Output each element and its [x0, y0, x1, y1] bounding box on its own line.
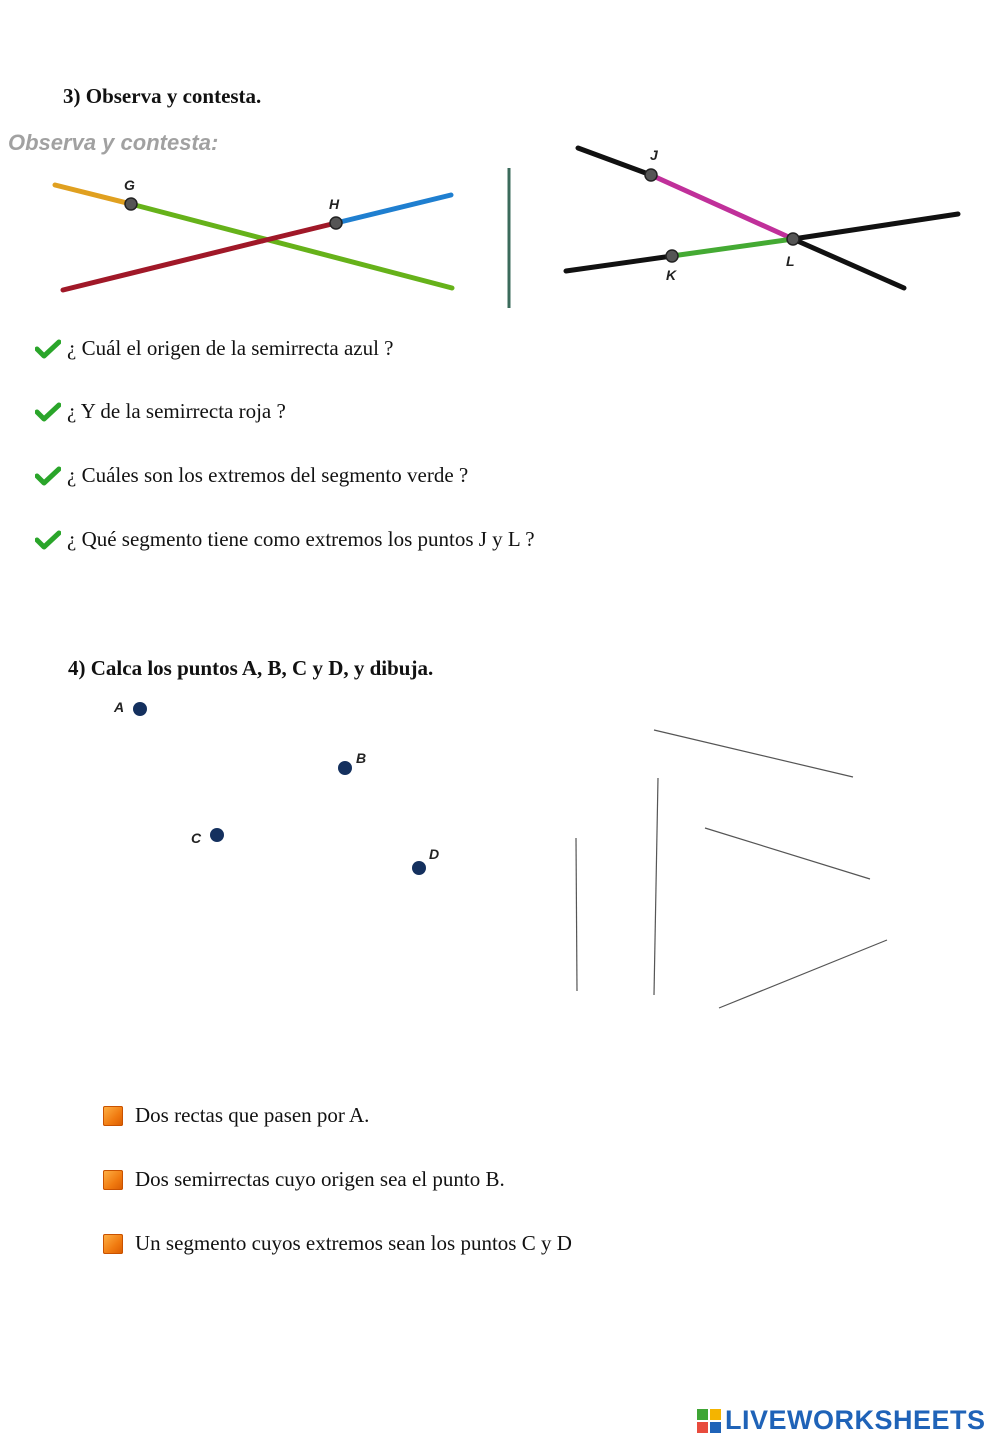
task-2-text: Dos semirrectas cuyo origen sea el punto B. — [135, 1167, 505, 1191]
label-a: A — [114, 699, 125, 715]
question-1-text: ¿ Cuál el origen de la semirrecta azul ? — [67, 336, 394, 360]
check-icon — [35, 466, 61, 486]
black-line-l-down — [793, 239, 904, 288]
question-2-text: ¿ Y de la semirrecta roja ? — [67, 399, 286, 423]
task-2 — [103, 1167, 505, 1192]
question-3 — [35, 463, 468, 488]
point-k — [666, 250, 678, 262]
label-c: C — [191, 830, 202, 846]
question-1 — [35, 336, 394, 361]
points-figure — [0, 690, 480, 890]
check-icon — [35, 402, 61, 422]
task-1 — [103, 1103, 369, 1128]
blue-ray — [336, 195, 451, 223]
question-3-text: ¿ Cuáles son los extremos del segmento verde ? — [67, 463, 469, 487]
drawing-area[interactable] — [560, 720, 900, 1020]
black-ray-j — [578, 148, 651, 175]
section-4-title: 4) Calca los puntos A, B, C y D, y dibuja. — [68, 656, 434, 680]
label-h: H — [329, 196, 340, 212]
orange-square-icon — [103, 1234, 123, 1254]
task-1-text: Dos rectas que pasen por A. — [135, 1103, 370, 1127]
label-g: G — [124, 177, 135, 193]
green-segment-kl — [672, 239, 793, 256]
drawn-line — [654, 730, 853, 777]
check-icon — [35, 339, 61, 359]
label-b: B — [356, 750, 367, 766]
label-j: J — [650, 147, 658, 163]
black-ray-l-right — [793, 214, 958, 239]
task-3 — [103, 1231, 572, 1256]
section-3-title: 3) Observa y contesta. — [63, 84, 262, 108]
brand-name: LIVEWORKSHEETS — [725, 1405, 986, 1435]
label-k: K — [666, 267, 677, 283]
liveworksheets-logo — [697, 1405, 986, 1436]
point-j — [645, 169, 657, 181]
drawn-line — [654, 778, 658, 995]
lines-figure — [0, 130, 1000, 310]
logo-mark-icon — [697, 1409, 721, 1433]
orange-square-icon — [103, 1106, 123, 1126]
magenta-segment — [651, 175, 793, 239]
drawn-line — [719, 940, 887, 1008]
check-icon — [35, 530, 61, 550]
orange-ray — [55, 185, 131, 204]
point-c — [210, 828, 224, 842]
label-d: D — [429, 846, 440, 862]
point-b — [338, 761, 352, 775]
green-segment-line — [131, 204, 452, 288]
point-a — [133, 702, 147, 716]
drawn-line — [576, 838, 577, 991]
red-ray-part — [262, 223, 336, 241]
question-2 — [35, 399, 286, 424]
figure-caption: Observa y contesta: — [8, 130, 219, 155]
question-4-text: ¿ Qué segmento tiene como extremos los puntos J y L ? — [67, 527, 535, 551]
label-l: L — [786, 253, 795, 269]
black-ray-k — [566, 256, 672, 271]
point-d — [412, 861, 426, 875]
task-3-text: Un segmento cuyos extremos sean los puntos C y D — [135, 1231, 572, 1255]
red-ray — [63, 241, 262, 290]
point-h — [330, 217, 342, 229]
point-l — [787, 233, 799, 245]
orange-square-icon — [103, 1170, 123, 1190]
question-4 — [35, 527, 535, 552]
point-g — [125, 198, 137, 210]
drawn-line — [705, 828, 870, 879]
